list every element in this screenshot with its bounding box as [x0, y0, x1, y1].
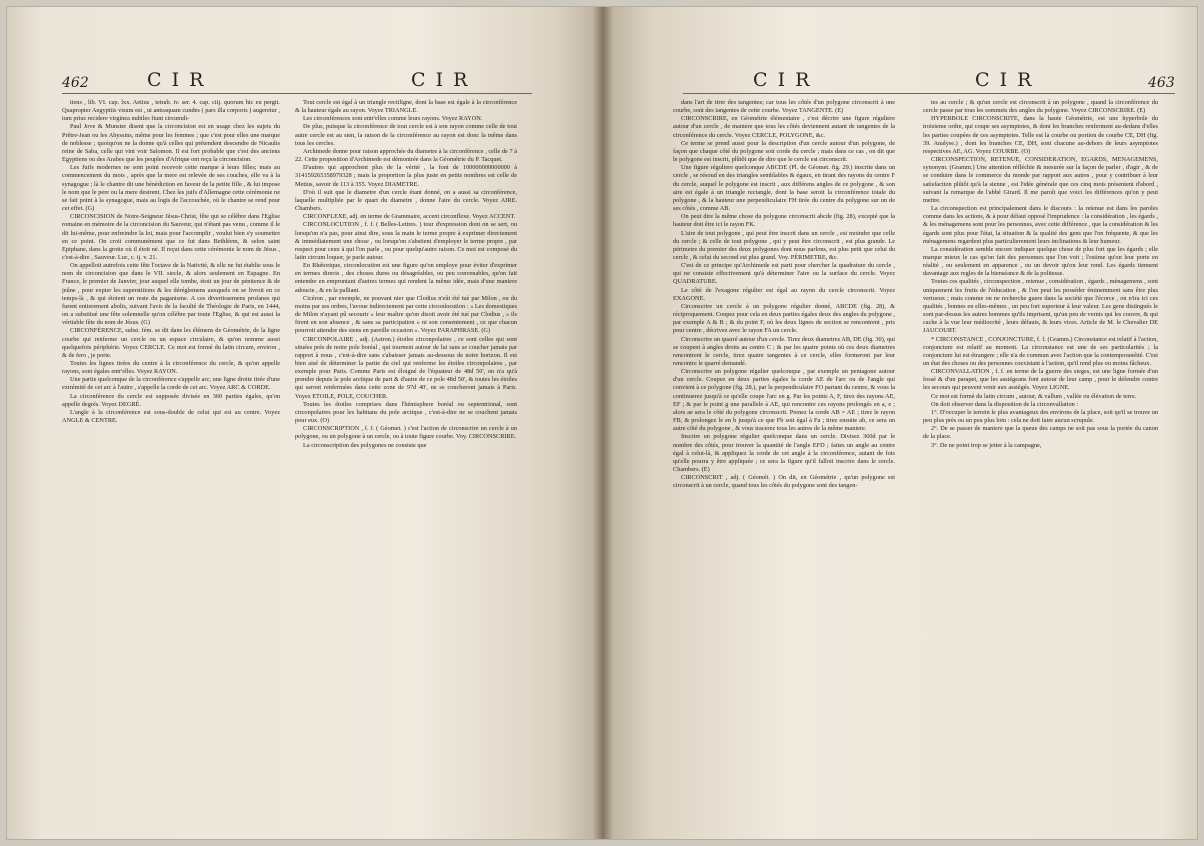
text-paragraph: CIRCONSCRIT , adj. ( Géomét. ) On dit, en Géométrie , qu'un polygone est circonscrit à un cercle, quand tous les côtés du polygone sont des tangen-	[673, 474, 895, 490]
text-paragraph: Inscrire un polygone régulier quelconque dans un cercle. Divisez 360d par le nombre des côtés, pour trouver la quantité de l'angle EFD ; faites un angle au centre égal à celui-là, & appliquez la corde de cet angle à la circonférence, autant de fois qu'elle pourra y être appliquée ; ce sera la figure qu'il falloit inscrire dans le cercle. Chambers. (E)	[673, 433, 895, 474]
text-paragraph: 1°. D'occuper le terrein le plus avantageux des environs de la place, soit qu'il se trouve un peu plus près ou un peu plus loin : cela ne doit faire aucun scrupule.	[923, 408, 1158, 425]
text-paragraph: dans l'art de tirer des tangentes; car tous les côtés d'un polygone circonscrit à une courbe, sont des tangentes de cette courbe. Voyez TANGENTE. (E)	[673, 99, 895, 115]
right-page-running-head-right: C I R	[975, 69, 1034, 91]
text-paragraph: Cicéron , par exemple, ne pouvant nier que Clodius n'eût été tué par Milon , ou du moins par ses ordres, l'avoue indirectement par cette circonlocution : « Les domestiques de Milon n'ayant pû secourir » leur maître qu'on disoit avoir été tué par Clodius , » ils firent en son absence , & sans sa participation » ni son consentement , ce que chacun pourroit attendre des siens en pareille occasion ». Voyez PARAPHRASE. (G)	[295, 294, 517, 335]
text-paragraph: La circonspection est principalement dans le discours : la retenue est dans les paroles comme dans les actions, & à pour défaut opposé l'imprudence : la considération , les égards , & les ménagemens sont pour les personnes, avec cette différence , que la considération & les égards sont plus pour l'état, la situation & la qualité des gens que l'on fréquente, & que les ménagemens regardent plus particulierement leurs inclinations & leur humeur.	[923, 205, 1158, 245]
text-paragraph: Une partie quelconque de la circonférence s'appelle arc; une ligne droite tirée d'une extrémité de cet arc à l'autre , s'appelle la corde de cet arc. Voyez ARC & CORDE.	[62, 376, 280, 392]
text-paragraph: CIRCONFLEXE, adj. en terme de Grammaire, accent circonflexe. Voyez ACCENT.	[303, 213, 516, 221]
text-paragraph: Le côté de l'exagone régulier est égal au rayon du cercle circonscrit. Voyez EXAGONE.	[673, 286, 895, 302]
text-paragraph: CIRCONFÉRENCE, subst. fém. se dit dans les élémens de Géométrie, de la ligne courbe qui renferme un cercle ou un espace circulaire, & qu'on nomme aussi quelquefois périphérie. Voyez CERCLE. Ce mot est formé du latin circum, environ , & de fero , je porte.	[62, 327, 280, 359]
text-paragraph: D'où il suit que le diametre d'un cercle étant donné, on a aussi sa circonférence, laquelle multipliée par le quart du diametre , donne l'aire du cercle. Voyez AIRE. Chambers.	[295, 188, 517, 213]
text-paragraph: En Rhétorique, circonlocution est une figure qu'on employe pour éviter d'exprimer en termes directs , des choses dures ou désagréables, ou peu convenables, qu'on fait entendre en empruntant d'autres termes qui rendent la même idée, mais d'une maniere adoucie , & en la palliant.	[295, 262, 517, 294]
text-paragraph: CIRCONLOCUTION , f. f. ( Belles-Lettres. ) tour d'expression dont on se sert, ou lorsqu'on n'a pas, pour ainsi dire, sous la main le terme propre à exprimer directement & immédiatement une chose , ou lorsqu'on s'abstient d'employer le terme propre , par respect pour ceux à qui l'on parle , ou pour quelqu'autre raison. Ce mot est composé du latin circum loquor, je parle autour.	[295, 221, 517, 261]
text-paragraph: Toutes ces qualités , circonspection , retenue , considération , égards , ménagemens , sont uniquement les fruits de l'éducation , & l'on peut les posséder éminemment sans être plus vertueux ; mais comme on ne recherche guere dans la société que l'écorce , on n'ira ici ces qualités , bonnes en elles-mêmes , un peu fort superieur à leur valeur. Les gens distingués le sont par-dessus les autres hommes qu'ils imprisent, qu'un peu de vernis qui les couvre, & qui cache à la vue leur médiocrité , leurs défauts, & leurs vices. Article de M. le Chevalier DE JAUCOURT.	[923, 278, 1158, 335]
right-page-number: 463	[1148, 75, 1175, 91]
text-paragraph: Archimede donne pour raison approchée du diametre à la circonférence , celle de 7 à 22. Cette proposition d'Archimede est démontrée dans la Géométrie du P. Tacquet.	[295, 147, 517, 164]
text-paragraph: Tout cercle est égal à un triangle rectiligne, dont la base est égale à la circonférence & la hauteur égale au rayon. Voyez TRIANGLE.	[295, 99, 517, 115]
text-paragraph: D'autres qui approchent plus de la vérité , la font de 100000000000000 à 314159265358979328 ; mais la proportion la plus juste en petits nombres est celle de Metius, savoir de 113 à 355. Voyez DIAMETRE.	[295, 164, 517, 188]
left-text-column-2	[295, 99, 517, 829]
text-paragraph: CIRCONSCRIPTION , f. f. ( Géomet. ) c'est l'action de circonscrire un cercle à un polygone, ou un polygone à un cercle, ou à toute figure courbe. Voy. CIRCONSCRIRE.	[295, 425, 517, 441]
text-paragraph: Ce mot est formé du latin circum , autour, & vallum , vallée ou élévation de terre.	[931, 392, 1137, 400]
text-paragraph: La considération semble encore indiquer quelque chose de plus fort que les égards ; elle marque mieux le cas qu'on fait des personnes que l'on voit ; l'estime qu'on leur porte en réalité , ou seulement en apparence , ou un devoir qu'on leur rend. Les égards tiennent davantage aux regles de la bienséance & de la politesse.	[923, 245, 1158, 278]
text-paragraph: tes au cercle ; & qu'un cercle est circonscrit à un polygone , quand la circonférence du cercle passe par tous les sommets des angles du polygone. Voyez CIRCONSCRIRE. (E)	[923, 99, 1158, 115]
text-paragraph: Ce terme se prend aussi pour la description d'un cercle autour d'un polygone, de façon que chaque côté du polygone soit corde du cercle ; mais dans ce cas , on dit que le polygone est inscrit, plûtôt que de dire que le cercle est circonscrit.	[673, 139, 895, 164]
text-paragraph: On doit observer dans la disposition de la circonvallation :	[931, 400, 1079, 408]
text-paragraph: HYPERBOLE CIRCONSCRITE, dans la haute Géométrie, est une hyperbole du troisieme ordre, qui coupe ses asymptotes, & dont les branches renferment au-dedans d'elles les parties coupées de ces asymptotes. Telle est la courbe ou portion de courbe CE, DH (fig. 39. Analyse.) , dont les branches CE, DH, sont chacune au-dehors de leurs asymptotes respectives AE, AG. Voyez COURBE. (O)	[923, 115, 1158, 155]
text-paragraph: Circonscrire un quarré autour d'un cercle. Tirez deux diametres AB, DE (fig. 30), qui se coupent à angles droits au centre C ; & par les quatre points où ces deux diametres rencontrent le cercle, tirez quatre tangentes à ce cercle, elles formeront par leur rencontre le quarré demandé.	[673, 335, 895, 367]
right-text-column-1	[673, 99, 895, 829]
text-paragraph: * CIRCONSTANCE , CONJONCTURE, f. f. (Gramm.) Circonstance est relatif à l'action, conjoncture est relatif au moment. La circonstance est une de ses particularités ; la conjoncture lui est étrangere ; elle n'a de commun avec l'action que la contemporanéité. C'est un état des choses ou des personnes coexistant à l'action, qu'il rend plus ou moins fâcheux.	[923, 335, 1158, 367]
right-text-column-2	[923, 99, 1158, 829]
text-paragraph: Paul Jove & Munster disent que la circoncision est en usage chez les sujets du Prêtre-Jean ou les Abyssins, même pour les femmes ; que c'est pour elles une marque de noblesse ; quoiqu'on ne la donne qu'à celles qui prétendent descendre de Nicaulis reine de Saba, celle qui vint voir Salomon. Il est fort probable que c'est des anciens Egyptiens ou des Arabes que les peuples d'Afrique ont reçu la circoncision.	[62, 123, 280, 164]
text-paragraph: Une figure réguliere quelconque ABCDE (Pl. de Géomet. fig. 29.) inscrite dans un cercle , se résoud en des triangles semblables & égaux, en tirant des rayons du centre F du cercle, auquel le polygone est inscrit , aux différens angles de ce polygone , & son aire est égale à un triangle rectangle, dont la base seroit la circonférence totale du polygone , & la hauteur une perpendiculaire FH tirée du centre du polygone sur un de ses côtés , comme AB.	[673, 164, 895, 213]
left-page-running-head-left: C I R	[147, 69, 206, 91]
text-paragraph: CIRCONPOLAIRE , adj. (Astron.) étoiles circonpolaires , ce sont celles qui sont situées près de notre pole boréal , qui tournent autour de lui sans se coucher jamais par rapport à nous , c'est-à-dire sans s'abaisser jamais au-dessous de notre horizon. Il est bien aisé de déterminer la partie du ciel qui renferme les étoiles circonpolaires , par exemple pour Paris. Comme Paris est éloigné de l'équateur de 48d 50', on n'a qu'à prendre depuis le pole arctique de part & d'autre de ce pole 48d 50', & toutes les étoiles qui seront renfermées dans cette zone de 97d 40', ne se coucheront jamais à Paris. Voyez ETOILE, POLE, COUCHER.	[295, 335, 517, 400]
right-page	[603, 7, 1198, 839]
text-paragraph: Circonscrire un cercle à un polygone régulier donné, ABCDE (fig. 28), & réciproquement. Coupez pour cela en deux parties égales deux des angles du polygone , par exemple A & B ; & du point F, où les deux lignes de section se rencontrent , pris pour centre , décrivez avec le rayon FA un cercle.	[673, 302, 895, 335]
text-paragraph: C'est de ce principe qu'Archimede est parti pour chercher la quadrature du cercle , qui ne consiste effectivement qu'à déterminer l'aire ou la surface du cercle. Voyez QUADRATURE.	[673, 262, 895, 286]
text-paragraph: Les circonférences sont entr'elles comme leurs rayons. Voyez RAYON.	[303, 115, 483, 123]
text-paragraph: Circonscrire un polygone régulier quelconque , par exemple un pentagone autour d'un cercle. Coupez en deux parties égales la corde AE de l'arc ou de l'angle qui convient à ce polygone (fig. 28.), par la perpendiculaire FO partant du centre, & vous la continuerez jusqu'à ce qu'elle coupe l'arc en g. Par les points A, F, tirez des rayons AE, EF ; & par le point g une parallele à AE, qui rencontre ces rayons prolongés en a, e ; alors ae sera le côté du polygone circonscrit. Prenez la corde AB = AE ; tirez le rayon FB, & prolongez le en b jusqu'à ce que Fb soit égal à Fa ; tirez ensuite ab, ce sera un autre côté du polygone , & vous tracerez tous les autres de la même maniere.	[673, 368, 895, 433]
left-page-number: 462	[62, 75, 89, 91]
text-paragraph: Toutes les étoiles comprises dans l'hémisphere boréal ou septentrional, sont circonpolaires pour les habitans du pole arctique , c'est-à-dire ne se couchent jamais pour eux. (O)	[295, 400, 517, 425]
right-page-running-head-left: C I R	[753, 69, 812, 91]
text-paragraph: CIRCONVALLATION , f. f. en terme de la guerre des sieges, est une ligne formée d'un fossé & d'un parapet, que les assiégeans font autour de leur camp , pour le défendre contre les secours qui peuvent venir aux assiégés. Voyez LIGNE.	[923, 368, 1158, 392]
text-paragraph: On appelloit autrefois cette fête l'octave de la Nativité, & elle ne fut établie sous le nom de circoncision que dans le VII. siecle, & alors seulement en Espagne. En France, le premier de Janvier, jour auquel elle tombe, étoit un jour de pénitence & de jeûne , pour expier les superstitions & les déréglemens auxquels on se livroit en ce temps-là , & qui étoient un reste du paganisme. A ces divertissemens profanes qui furent entierement abolis, suivant l'avis de la faculté de Théologie de Paris, en 1444, on a substitué une fête solemnelle qu'on célèbre par toute l'Eglise, & qui est aussi la véritable fête du nom de Jésus. (G)	[62, 262, 280, 327]
text-paragraph: Toutes les lignes tirées du centre à la circonférence du cercle, & qu'on appelle rayons, sont égales entr'elles. Voyez RAYON.	[62, 360, 280, 376]
text-paragraph: La circonférence du cercle est supposée divisée en 360 parties égales, qu'on appelle degrés. Voyez DEGRÉ.	[62, 392, 280, 408]
left-header-rule	[62, 93, 532, 94]
text-paragraph: L'aire de tout polygone , qui peut être inscrit dans un cercle , est moindre que celle du cercle ; & celle de tout polygone , qui y peut être circonscrit , est plus grande. Le périmetre du premier des deux polygones dont nous parlons, est plus petit que celui du cercle , & celui du second est plus grand. Voy. PÉRIMETRE, &c.	[673, 229, 895, 261]
open-book-spread	[6, 6, 1198, 840]
right-header-rule	[683, 93, 1175, 94]
text-paragraph: Les Juifs modernes ne sont point recevoir cette marque à leurs filles; mais au commencement du mois , après que la mere est relevée de ses couches, elle va à la synagogue ; là le chantre dit une bénédiction en faveur de la petite fille , & lui impose le nom que le pere ou la mere desirent. Chez les juifs d'Allemagne cette cérémonie ne se fait point à la synagogue, mais au logis de l'accouchée, où le chantre se rend pour cet effet. (G)	[62, 164, 280, 213]
text-paragraph: L'angle à la circonférence est sous-double de celui qui est au centre. Voyez ANGLE & CENTRE.	[62, 408, 280, 425]
text-paragraph: 2°. De se passer de maniere que la queue des camps ne soit pas sous la portée du canon de la place.	[923, 425, 1158, 441]
text-paragraph: La circonscription des polygones ne consiste que	[303, 441, 427, 449]
text-paragraph: CIRCONSPECTION, RETENUE, CONSIDERATION, EGARDS, MENAGEMENS, synonym. (Gramm.) Une attention réfléchie & mesurée sur la façon de parler , d'agir , & de se conduire dans le commerce du monde par rapport aux autres , pour y contribuer à leur satisfaction plûtôt qu'à la sienne , est l'idée générale que ces cinq mots présentent d'abord , suivant la remarque de l'abbé Girard. Il me paroît que voici les différences qu'on y peut mettre.	[923, 156, 1158, 204]
text-paragraph: CIRCONCISION de Notre-Seigneur Jésus-Christ, fête qui se célèbre dans l'Eglise romaine en mémoire de la circoncision du Sauveur, qui n'étant pas venu , comme il le dit lui-même, pour enfreindre la loi, mais pour l'accomplir , voulut bien s'y soumettre en ce point. On croit communément que ce fut dans Bethléem, & selon saint Epiphane, dans la grotte où il étoit né. Il reçut dans cette cérémonie le nom de Jésus , c'est-à-dire , Sauveur. Luc, c. ij. v. 21.	[62, 213, 280, 261]
text-paragraph: De plus, puisque la circonférence de tout cercle est à son rayon comme celle de tout autre cercle est au sien, la raison de la circonférence au rayon est donc la même dans tous les cercles.	[295, 123, 517, 147]
left-page-running-head-right: C I R	[411, 69, 470, 91]
text-paragraph: CIRCONSCRIRE, en Géométrie élémentaire , c'est décrire une figure réguliere autour d'un cercle , de maniere que tous les côtés deviennent autant de tangentes de la circonférence du cercle. Voyez CERCLE, POLYGONE, &c.	[673, 115, 895, 139]
book-gutter	[593, 7, 613, 839]
text-paragraph: tiens , lib. VI. cap. lxx. Aetius , tetrab. iv. ser. 4. cap. ciij. quorum hic eu pergit. Quapropter Aegyptiis visum est , ut anteaquam cundes ( pars illa corporis ) augeretur , tum prius recidere virginea nubiles fiunt circumdi-	[62, 99, 280, 123]
left-text-column-1	[62, 99, 280, 829]
text-paragraph: 3°. De ne point trop se jetter à la campagne,	[931, 441, 1042, 449]
text-paragraph: On peut dire la même chose du polygone circonscrit abcde (fig. 28), excepté que la hauteur doit être ici le rayon FK.	[673, 213, 895, 229]
left-page	[7, 7, 603, 839]
